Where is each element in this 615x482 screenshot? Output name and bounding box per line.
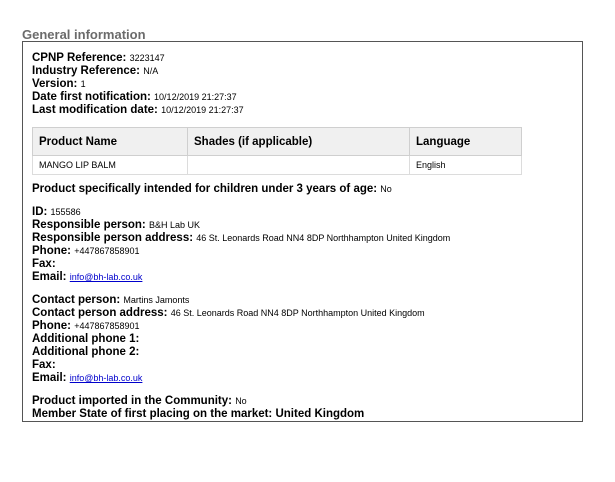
contact-fax-row [32,359,572,372]
contact-phone-label: Phone: [32,320,71,332]
additional-phone-2-row [32,346,572,359]
shades-cell [188,156,410,175]
last-modification-value: 10/12/2019 21:27:37 [161,105,244,115]
version-value: 1 [80,79,86,89]
contact-address-label: Contact person address: [32,307,168,319]
first-notification-value: 10/12/2019 21:27:37 [154,92,237,102]
section-title: General information [22,27,146,42]
responsible-id-row [32,206,572,219]
responsible-phone-row [32,245,572,258]
responsible-address-value: 46 St. Leonards Road NN4 8DP Northhampton United Kingdom [196,233,451,243]
responsible-phone-label: Phone: [32,245,71,257]
additional-phone-1-label: Additional phone 1: [32,333,140,345]
contact-email-row [32,372,572,385]
contact-address-value: 46 St. Leonards Road NN4 8DP Northhampton United Kingdom [170,308,425,318]
contact-person-row [32,294,572,307]
general-information-panel [22,41,583,422]
industry-reference-row [32,65,572,78]
imported-row [32,395,572,408]
panel-content [32,52,572,421]
responsible-person-row [32,219,572,232]
member-state-label: Member State of first placing on the market: [32,408,273,420]
industry-reference-label: Industry Reference: [32,65,141,77]
responsible-id-value: 155586 [50,207,81,217]
last-modification-row [32,104,572,117]
responsible-email-link[interactable]: info@bh-lab.co.uk [69,272,143,282]
product-name-header: Product Name [33,128,188,156]
contact-person-label: Contact person: [32,294,121,306]
responsible-id-label: ID: [32,206,48,218]
imported-label: Product imported in the Community: [32,395,232,407]
industry-reference-value: N/A [143,66,159,76]
product-name-cell: MANGO LIP BALM [33,156,188,175]
last-modification-label: Last modification date: [32,104,158,116]
cpnp-reference-label: CPNP Reference: [32,52,127,64]
responsible-phone-value: +447867858901 [74,246,140,256]
cpnp-reference-value: 3223147 [129,53,165,63]
contact-email-link[interactable]: info@bh-lab.co.uk [69,373,143,383]
contact-email-label: Email: [32,372,67,384]
responsible-fax-label: Fax: [32,258,56,270]
children-row [32,183,572,196]
responsible-email-row [32,271,572,284]
responsible-email-label: Email: [32,271,67,283]
member-state-value: United Kingdom [275,408,365,420]
additional-phone-1-row [32,333,572,346]
imported-value: No [235,396,247,406]
product-table [32,127,522,175]
contact-phone-row [32,320,572,333]
children-value: No [380,184,392,194]
shades-header: Shades (if applicable) [188,128,410,156]
language-header: Language [410,128,522,156]
contact-phone-value: +447867858901 [74,321,140,331]
responsible-address-row [32,232,572,245]
contact-address-row [32,307,572,320]
first-notification-label: Date first notification: [32,91,151,103]
product-table-header-row [33,128,522,156]
member-state-row [32,408,572,421]
table-row [33,156,522,175]
responsible-person-label: Responsible person: [32,219,146,231]
children-label: Product specifically intended for children under 3 years of age: [32,183,378,195]
responsible-address-label: Responsible person address: [32,232,194,244]
responsible-fax-row [32,258,572,271]
additional-phone-2-label: Additional phone 2: [32,346,140,358]
version-row [32,78,572,91]
language-cell: English [410,156,522,175]
cpnp-reference-row [32,52,572,65]
contact-fax-label: Fax: [32,359,56,371]
responsible-person-value: B&H Lab UK [148,220,200,230]
first-notification-row [32,91,572,104]
version-label: Version: [32,78,78,90]
contact-person-value: Martins Jamonts [123,295,190,305]
